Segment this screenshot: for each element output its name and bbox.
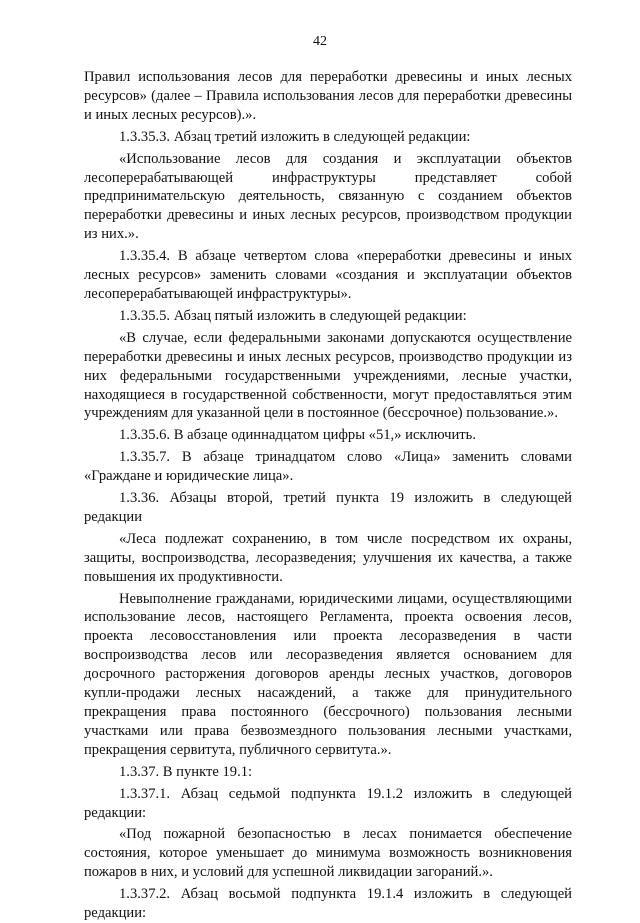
paragraph-quote-usage: «Использование лесов для создания и эксплуатации объектов лесоперерабатывающей инфраструктуры представляет собой предпринимательскую деятельность, связанную с созданием объектов переработки древесины и иных лесных ресурсов, производством продукции из них.». [84,150,572,243]
paragraph-quote-fire-safety: «Под пожарной безопасностью в лесах понимается обеспечение состояния, которое уменьшает до минимума возможность возникновения пожаров в них, и условий для успешной ликвидации загораний.». [84,826,572,881]
paragraph-1-3-35-6: 1.3.35.6. В абзаце одиннадцатом цифры «51,» исключить. [119,427,476,444]
paragraph-1-3-37: 1.3.37. В пункте 19.1: [119,763,253,780]
paragraph-1-3-36: 1.3.36. Абзацы второй, третий пункта 19 изложить в следующей редакции [84,490,572,525]
page-number: 42 [313,34,327,49]
paragraph-1-3-35-3: 1.3.35.3. Абзац третий изложить в следующей редакции: [119,128,471,145]
paragraph-1-3-35-7: 1.3.35.7. В абзаце тринадцатом слово «Лица» заменить словами «Граждане и юридические лица». [84,449,572,485]
paragraph-1-3-35-5: 1.3.35.5. Абзац пятый изложить в следующей редакции: [119,307,467,324]
paragraph-1-3-35-4: 1.3.35.4. В абзаце четвертом слова «переработки древесины и иных лесных ресурсов» заменить словами «создания и эксплуатации объектов лесоперерабатывающей инфраструктуры». [84,248,572,302]
paragraph-quote-forest-protection: «Леса подлежат сохранению, в том числе посредством их охраны, защиты, воспроизводства, лесоразведения; улучшения их качества, а также повышения их продуктивности. [84,530,572,585]
paragraph-1-3-37-2: 1.3.37.2. Абзац восьмой подпункта 19.1.4 изложить в следующей редакции: [84,886,572,922]
paragraph-1-3-37-1: 1.3.37.1. Абзац седьмой подпункта 19.1.2 изложить в следующей редакции: [84,785,572,821]
paragraph-non-compliance: Невыполнение гражданами, юридическими лицами, осуществляющими использование лесов, настоящего Регламента, проекта освоения лесов, проекта лесовосстановления или проекта лесоразведения в части воспроизводства лесов или лесоразведения является основанием для досрочного расторжения договоров аренды лесных участков, договоров купли-продажи лесных насаждений, а также для принудительного прекращения права постоянного (бессрочного) пользования лесными участками или права безвозмездного пользования лесными участками, прекращения сервитута, публичного сервитута.». [84,590,572,758]
document-body [84,68,572,923]
paragraph-continuation: Правил использования лесов для переработки древесины и иных лесных ресурсов» (далее – Правила использования лесов для переработки древесины и иных лесных ресурсов).». [84,69,572,123]
paragraph-quote-federal-laws: «В случае, если федеральными законами допускаются осуществление переработки древесины и иных лесных ресурсов, производство продукции из них федеральными государственными учреждениями, лесные участки, находящиеся в государственной собственности, могут предоставляться этим учреждениям для указанной цели в постоянное (бессрочное) пользование.». [84,329,572,422]
